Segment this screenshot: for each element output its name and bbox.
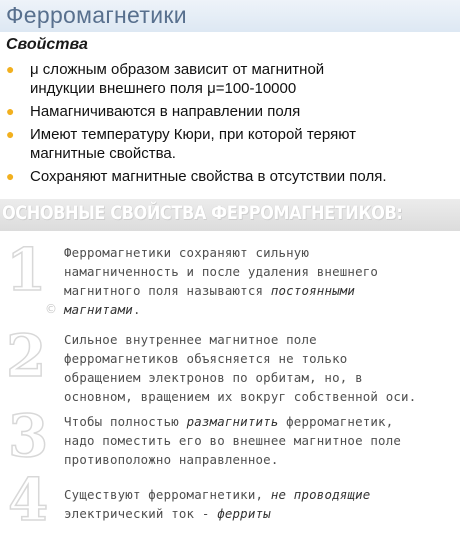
banner bbox=[0, 199, 460, 231]
fact-text: Чтобы полностью bbox=[64, 414, 187, 429]
list-item-line: μ сложным образом зависит от магнитной bbox=[30, 61, 325, 78]
fact-line bbox=[64, 281, 378, 300]
fact-2 bbox=[64, 330, 416, 406]
fact-emphasis: ферриты bbox=[217, 506, 271, 521]
fact-line: Сильное внутреннее магнитное поле bbox=[64, 332, 317, 347]
fact-line: надо поместить его во внешнее магнитное поле bbox=[64, 433, 402, 448]
fact-line: противоположно направленное. bbox=[64, 452, 279, 467]
list-item-line: Намагничиваются в направлении поля bbox=[30, 103, 301, 120]
fact-text: ферромагнетик, bbox=[278, 414, 394, 429]
list-item bbox=[0, 125, 460, 163]
list-item bbox=[0, 60, 460, 98]
number-3: 3 bbox=[8, 402, 49, 470]
fact-4 bbox=[64, 485, 370, 523]
fact-emphasis: магнитами bbox=[64, 302, 133, 317]
fact-text: магнитного поля называются bbox=[64, 283, 271, 298]
fact-text: . bbox=[132, 302, 141, 317]
number-4: 4 bbox=[8, 466, 49, 534]
fact-text: Существуют ферромагнетики, bbox=[64, 487, 271, 502]
section-heading: Свойства bbox=[6, 36, 88, 53]
fact-line bbox=[64, 300, 378, 319]
bullet-icon: ● bbox=[6, 168, 15, 184]
number-1: 1 bbox=[6, 236, 47, 304]
bullet-icon: ● bbox=[6, 103, 15, 119]
fact-emphasis: не проводящие bbox=[270, 487, 371, 502]
banner-heading: ОСНОВНЫЕ СВОЙСТВА ФЕРРОМАГНЕТИКОВ: bbox=[2, 202, 403, 224]
fact-1 bbox=[64, 243, 378, 319]
page-title: Ферромагнетики bbox=[6, 2, 187, 28]
list-item bbox=[0, 102, 460, 121]
fact-emphasis: постоянными bbox=[270, 283, 356, 298]
bullet-icon: ● bbox=[6, 126, 15, 142]
list-item bbox=[0, 167, 460, 186]
list-item-line: Имеют температуру Кюри, при которой теряют bbox=[30, 126, 356, 143]
fact-emphasis: размагнитить bbox=[186, 414, 279, 429]
fact-line bbox=[64, 412, 401, 431]
list-item-line: магнитные свойства. bbox=[30, 145, 176, 162]
fact-line: обращением электронов по орбитам, но, в bbox=[64, 370, 363, 385]
fact-line: основном, вращением их вокруг собственной оси. bbox=[64, 389, 417, 404]
properties-list bbox=[0, 60, 460, 190]
fact-line bbox=[64, 485, 370, 504]
copyright-icon: © bbox=[45, 302, 57, 316]
bullet-icon: ● bbox=[6, 61, 15, 77]
list-item-line: Сохраняют магнитные свойства в отсутствии поля. bbox=[30, 168, 387, 185]
fact-line: Ферромагнетики сохраняют сильную bbox=[64, 245, 310, 260]
fact-line: намагниченность и после удаления внешнего bbox=[64, 264, 379, 279]
number-2: 2 bbox=[6, 322, 47, 390]
list-item-line: индукции внешнего поля μ=100-10000 bbox=[30, 80, 297, 97]
fact-line: ферромагнетиков объясняется не только bbox=[64, 351, 348, 366]
fact-line bbox=[64, 504, 370, 523]
fact-text: электрический ток - bbox=[64, 506, 218, 521]
fact-3 bbox=[64, 412, 401, 469]
